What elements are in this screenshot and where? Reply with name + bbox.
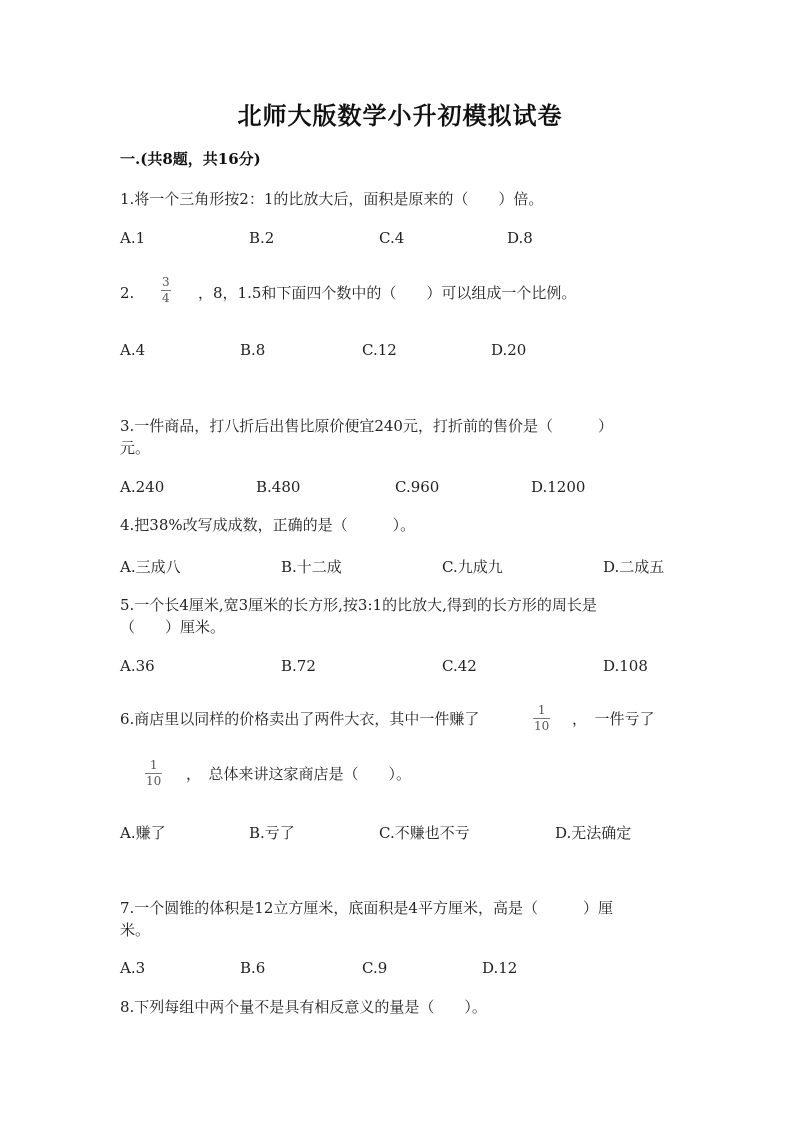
q6-option-c[interactable]: C.不赚也不亏 — [379, 824, 470, 842]
q7-option-c[interactable]: C.9 — [362, 959, 388, 977]
fraction-3-4 — [161, 276, 171, 305]
q3-option-a[interactable]: A.240 — [120, 478, 165, 496]
fraction-1-10-first — [533, 704, 550, 733]
question-2-text: ，8，1.5和下面四个数中的（ ）可以组成一个比例。 — [198, 284, 577, 302]
question-4-text: 4.把38%改写成成数，正确的是（ ）。 — [120, 516, 416, 534]
q6-option-a[interactable]: A.赚了 — [120, 824, 166, 842]
q3-option-c[interactable]: C.960 — [395, 478, 440, 496]
question-5-line-2: （ ）厘米。 — [120, 618, 226, 636]
question-7-line-2: 米。 — [120, 921, 151, 939]
q2-option-c[interactable]: C.12 — [362, 341, 397, 359]
fraction-numerator: 3 — [162, 275, 170, 289]
section-heading: 一.(共8题，共16分) — [120, 150, 261, 168]
q4-option-b[interactable]: B.十二成 — [281, 558, 342, 576]
fraction-numerator: 1 — [537, 703, 546, 717]
question-2-number: 2. — [120, 284, 135, 302]
fraction-numerator: 1 — [149, 758, 158, 772]
fraction-denominator: 4 — [162, 291, 170, 305]
q7-option-d[interactable]: D.12 — [482, 959, 518, 977]
q5-option-c[interactable]: C.42 — [442, 657, 477, 675]
q6-option-d[interactable]: D.无法确定 — [555, 824, 632, 842]
q1-option-b[interactable]: B.2 — [249, 229, 275, 247]
q4-option-d[interactable]: D.二成五 — [603, 558, 665, 576]
q1-option-d[interactable]: D.8 — [507, 229, 533, 247]
q7-option-a[interactable]: A.3 — [120, 959, 146, 977]
q3-option-b[interactable]: B.480 — [256, 478, 301, 496]
q2-option-a[interactable]: A.4 — [120, 341, 146, 359]
q4-option-c[interactable]: C.九成九 — [442, 558, 503, 576]
question-3-line-1: 3.一件商品，打八折后出售比原价便宜240元，打折前的售价是（ ） — [120, 417, 613, 435]
question-6-text-part-3: ， 总体来讲这家商店是（ ）。 — [186, 765, 412, 783]
q1-option-c[interactable]: C.4 — [379, 229, 405, 247]
fraction-denominator: 10 — [146, 774, 162, 788]
q6-option-b[interactable]: B.亏了 — [249, 824, 295, 842]
question-7-line-1: 7.一个圆锥的体积是12立方厘米，底面积是4平方厘米，高是（ ）厘 — [120, 899, 613, 917]
q2-option-b[interactable]: B.8 — [240, 341, 266, 359]
q1-option-a[interactable]: A.1 — [120, 229, 146, 247]
question-1-text: 1.将一个三角形按2：1的比放大后，面积是原来的（ ）倍。 — [120, 190, 544, 208]
question-3-line-2: 元。 — [120, 439, 151, 457]
q5-option-a[interactable]: A.36 — [120, 657, 155, 675]
q3-option-d[interactable]: D.1200 — [531, 478, 586, 496]
fraction-1-10-second — [145, 759, 162, 788]
q4-option-a[interactable]: A.三成八 — [120, 558, 181, 576]
q5-option-d[interactable]: D.108 — [603, 657, 648, 675]
question-6-text-part-1: 6.商店里以同样的价格卖出了两件大衣，其中一件赚了 — [120, 710, 480, 728]
page-title: 北师大版数学小升初模拟试卷 — [237, 101, 563, 130]
q2-option-d[interactable]: D.20 — [491, 341, 527, 359]
q7-option-b[interactable]: B.6 — [240, 959, 266, 977]
question-5-line-1: 5.一个长4厘米,宽3厘米的长方形,按3:1的比放大,得到的长方形的周长是 — [120, 596, 597, 614]
question-6-text-part-2: ， 一件亏了 — [572, 710, 655, 728]
question-8-text: 8.下列每组中两个量不是具有相反意义的量是（ ）。 — [120, 998, 487, 1016]
q5-option-b[interactable]: B.72 — [281, 657, 316, 675]
fraction-denominator: 10 — [534, 719, 550, 733]
